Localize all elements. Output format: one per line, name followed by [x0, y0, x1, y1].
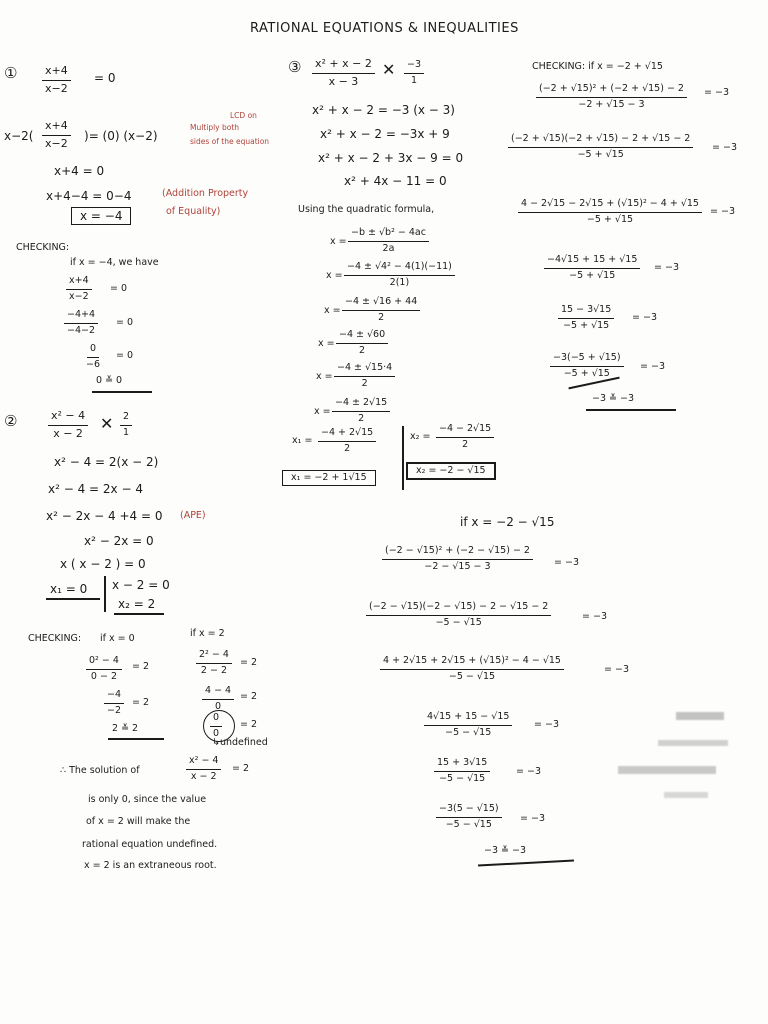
check-pos-line1 [536, 84, 687, 111]
p3-q1-den: 2a [382, 242, 395, 254]
p3-q5-fraction [334, 363, 395, 390]
p3-equation-fraction [312, 58, 375, 88]
cn-l6-den: −5 − √15 [445, 818, 492, 830]
p3-x2-answer-box: x₂ = −2 − √15 [406, 462, 496, 480]
p2-b2-num: 4 − 4 [202, 686, 234, 700]
p3-x1-num: −4 + 2√15 [318, 428, 376, 442]
p1-c2-den: −4−2 [67, 324, 96, 336]
cp-l6-rhs: = −3 [640, 361, 665, 372]
p1-step3: x+4−4 = 0−4 [46, 189, 132, 203]
p1-c3-den: −6 [86, 358, 101, 370]
p3-step4: x² + 4x − 11 = 0 [344, 174, 447, 188]
p2-root2b: x₂ = 2 [118, 597, 156, 611]
p2-root1: x₁ = 0 [50, 582, 88, 596]
p2-root1-underline [46, 598, 100, 600]
p3-q3-fraction [342, 297, 420, 324]
p2-b2-den: 0 [215, 700, 222, 712]
p1-c4-underline [92, 391, 152, 393]
check-neg-line6 [436, 804, 502, 831]
p1-c4: 0 ≚ 0 [96, 375, 123, 386]
check-neg-header: if x = −2 − √15 [460, 515, 555, 529]
p3-q1-lhs: x = [330, 236, 347, 247]
p1-note-ape1: (Addition Property [162, 188, 249, 199]
p1-c2-rhs: = 0 [116, 317, 134, 328]
p2-conclusion-line4: rational equation undefined. [82, 839, 218, 850]
p3-eq-rden: 1 [410, 74, 418, 86]
cp-l5-num: 15 − 3√15 [558, 305, 614, 319]
p1-check3-fraction [86, 344, 100, 371]
p3-x1-answer-box: x₁ = −2 + 1√15 [282, 470, 376, 486]
p2-b1-num: 2² − 4 [196, 650, 232, 664]
p3-q6-fraction [332, 398, 390, 425]
p2-step1: x² − 4 = 2(x − 2) [54, 455, 159, 469]
p3-q5-num: −4 ± √15·4 [334, 363, 395, 377]
p3-q5-lhs: x = [316, 371, 333, 382]
p2-root2-underline [114, 613, 164, 615]
p2-undefined-text: undefined [219, 737, 268, 748]
p1-equation-fraction [42, 65, 71, 95]
cp-l1-rhs: = −3 [704, 87, 729, 98]
p1-eq-numerator: x+4 [42, 65, 71, 81]
p2-b1-den: 2 − 2 [200, 664, 227, 676]
cn-final-underline [478, 859, 574, 866]
p2-check-b3 [210, 713, 222, 740]
check-neg-line4 [424, 712, 512, 739]
p3-cross-multiply: ✕ [382, 60, 396, 79]
p1-c1-num: x+4 [66, 276, 92, 290]
p3-q1-num: −b ± √b² − 4ac [348, 228, 429, 242]
problem-1-marker: ① [4, 64, 18, 82]
p1-mult-denominator: x−2 [45, 136, 68, 150]
cp-l3-rhs: = −3 [710, 206, 735, 217]
cp-l5-rhs: = −3 [632, 312, 657, 323]
p3-using-label: Using the quadratic formula, [298, 204, 435, 215]
cp-l6-den: −5 + √15 [563, 367, 610, 379]
p3-q6-lhs: x = [314, 406, 331, 417]
problem-2-marker: ② [4, 412, 18, 430]
cn-l6-rhs: = −3 [520, 813, 545, 824]
p2-step5: x ( x − 2 ) = 0 [60, 557, 146, 571]
p1-note-lcd: LCD on [230, 111, 257, 120]
page-title: RATIONAL EQUATIONS & INEQUALITIES [250, 21, 519, 36]
p2-equation-fraction [48, 410, 88, 440]
p2-undefined-label: ↳undefined [212, 737, 268, 748]
p1-check-intro: if x = −4, we have [70, 257, 159, 268]
p3-x2-lhs: x₂ = [410, 431, 431, 442]
cp-l4-den: −5 + √15 [569, 269, 616, 281]
p3-step3: x² + x − 2 + 3x − 9 = 0 [318, 151, 464, 165]
p3-q2-num: −4 ± √4² − 4(1)(−11) [344, 262, 455, 276]
p3-step1: x² + x − 2 = −3 (x − 3) [312, 103, 455, 117]
p1-c2-num: −4+4 [64, 310, 98, 324]
p1-mult-prefix: x−2( [4, 129, 34, 143]
p2-eq-den: x − 2 [53, 426, 83, 440]
p3-q4-lhs: x = [318, 338, 335, 349]
p2-check-b2 [202, 686, 234, 713]
check-pos-line2 [508, 134, 693, 161]
p2-eq-right-fraction [120, 412, 132, 439]
p2-b3-rhs: = 2 [240, 719, 258, 730]
p2-a2-rhs: = 2 [132, 697, 150, 708]
p2-b3-den: 0 [213, 727, 220, 739]
p1-step2: x+4 = 0 [54, 164, 105, 178]
p2-b1-rhs: = 2 [240, 657, 258, 668]
p3-q2-den: 2(1) [389, 276, 410, 288]
p2-eq-num: x² − 4 [48, 410, 88, 426]
p1-mult-numerator: x+4 [42, 120, 71, 136]
cn-l1-rhs: = −3 [554, 557, 579, 568]
cn-l6-num: −3(5 − √15) [436, 804, 502, 818]
check-pos-line5 [558, 305, 614, 332]
p2-a2-den: −2 [107, 704, 122, 716]
p3-x2-fraction [436, 424, 494, 451]
p1-mult-rhs: )= (0) (x−2) [84, 129, 158, 143]
cp-final-underline [586, 409, 676, 411]
p3-x1-den: 2 [344, 442, 351, 454]
check-neg-line5 [434, 758, 490, 785]
p3-eq-rnum: −3 [404, 60, 424, 74]
p1-c3-num: 0 [87, 344, 99, 358]
p2-concl-den: x − 2 [190, 770, 217, 782]
p3-q1-fraction [348, 228, 429, 255]
check-pos-line4 [544, 255, 640, 282]
bleed-through-smudge [658, 740, 728, 746]
p2-root2a: x − 2 = 0 [112, 578, 170, 592]
p3-q3-den: 2 [378, 311, 385, 323]
p3-eq-right-fraction [404, 60, 424, 87]
cn-l2-rhs: = −3 [582, 611, 607, 622]
p2-eq-rnum: 2 [120, 412, 132, 426]
cn-l2-num: (−2 − √15)(−2 − √15) − 2 − √15 − 2 [366, 602, 551, 616]
p2-cross-multiply: ✕ [100, 414, 114, 433]
p2-a1-den: 0 − 2 [90, 670, 117, 682]
p3-q4-fraction [336, 330, 388, 357]
cn-l3-rhs: = −3 [604, 664, 629, 675]
p3-step2: x² + x − 2 = −3x + 9 [320, 127, 450, 141]
cn-l5-den: −5 − √15 [439, 772, 486, 784]
p1-c3-rhs: = 0 [116, 350, 134, 361]
p2-checking-label: CHECKING: [28, 633, 82, 644]
cp-l4-num: −4√15 + 15 + √15 [544, 255, 640, 269]
p3-q6-num: −4 ± 2√15 [332, 398, 390, 412]
cn-l1-num: (−2 − √15)² + (−2 − √15) − 2 [382, 546, 533, 560]
p1-check2-fraction [64, 310, 98, 337]
p2-concl-num: x² − 4 [186, 756, 221, 770]
cp-l1-num: (−2 + √15)² + (−2 + √15) − 2 [536, 84, 687, 98]
p2-conclusion-post: = 2 [232, 763, 250, 774]
p2-step3-note: (APE) [180, 510, 206, 521]
p3-q2-lhs: x = [326, 270, 343, 281]
check-pos-line6 [550, 353, 624, 380]
cp-l2-den: −5 + √15 [577, 148, 624, 160]
p2-conclusion-line3: of x = 2 will make the [86, 816, 191, 827]
cn-l3-num: 4 + 2√15 + 2√15 + (√15)² − 4 − √15 [380, 656, 564, 670]
p2-b3-num: 0 [210, 713, 222, 727]
p1-note-multiply: Multiply both [190, 123, 240, 132]
p1-check1-fraction [66, 276, 92, 303]
cp-l5-den: −5 + √15 [563, 319, 610, 331]
p2-check-a2 [104, 690, 124, 717]
p1-eq-rhs: = 0 [94, 71, 116, 85]
cp-l1-den: −2 + √15 − 3 [578, 98, 645, 110]
check-pos-line3 [518, 199, 702, 226]
p2-if-2: if x = 2 [190, 628, 225, 639]
check-neg-final: −3 ≚ −3 [484, 845, 527, 856]
p1-c1-rhs: = 0 [110, 283, 128, 294]
p3-root-divider [402, 426, 404, 490]
p2-conclusion-fraction [186, 756, 221, 783]
p3-x1-fraction [318, 428, 376, 455]
p1-mult-fraction [42, 120, 71, 150]
p1-checking-label: CHECKING: [16, 242, 70, 253]
p2-step2: x² − 4 = 2x − 4 [48, 482, 143, 496]
check-neg-line3 [380, 656, 564, 683]
cn-l4-den: −5 − √15 [445, 726, 492, 738]
p2-step3: x² − 2x − 4 +4 = 0 [46, 509, 163, 523]
p3-x1-lhs: x₁ = [292, 435, 313, 446]
p2-if-0: if x = 0 [100, 633, 135, 644]
p2-check-b1 [196, 650, 232, 677]
p2-step4: x² − 2x = 0 [84, 534, 154, 548]
p2-a3-underline [108, 738, 164, 740]
check-neg-line2 [366, 602, 551, 629]
cn-l2-den: −5 − √15 [435, 616, 482, 628]
p3-x2-den: 2 [462, 438, 469, 450]
check-pos-header: CHECKING: if x = −2 + √15 [532, 61, 663, 72]
p3-q3-lhs: x = [324, 305, 341, 316]
p2-b2-rhs: = 2 [240, 691, 258, 702]
cn-l4-rhs: = −3 [534, 719, 559, 730]
bleed-through-smudge [664, 792, 708, 798]
bleed-through-smudge [676, 712, 724, 720]
p1-c1-den: x−2 [69, 290, 89, 302]
p2-eq-rden: 1 [123, 426, 130, 438]
cp-l3-den: −5 + √15 [586, 213, 634, 225]
cn-l4-num: 4√15 + 15 − √15 [424, 712, 512, 726]
p2-a1-num: 0² − 4 [86, 656, 122, 670]
p3-q5-den: 2 [361, 377, 368, 389]
cp-l4-rhs: = −3 [654, 262, 679, 273]
p2-a1-rhs: = 2 [132, 661, 150, 672]
p2-root-divider [104, 576, 106, 612]
cp-l3-num: 4 − 2√15 − 2√15 + (√15)² − 4 + √15 [518, 199, 702, 213]
cn-l5-rhs: = −3 [516, 766, 541, 777]
p2-conclusion-line2: is only 0, since the value [88, 794, 207, 805]
cp-l2-num: (−2 + √15)(−2 + √15) − 2 + √15 − 2 [508, 134, 693, 148]
p1-note-sides: sides of the equation [190, 137, 270, 146]
p2-check-a1 [86, 656, 122, 683]
p3-eq-den: x − 3 [328, 74, 359, 88]
p2-a3: 2 ≚ 2 [112, 723, 139, 734]
p3-x2-num: −4 − 2√15 [436, 424, 494, 438]
p1-eq-denominator: x−2 [45, 81, 68, 95]
cn-l1-den: −2 − √15 − 3 [424, 560, 491, 572]
check-pos-final: −3 ≚ −3 [592, 393, 635, 404]
p2-conclusion-line5: x = 2 is an extraneous root. [84, 860, 217, 871]
p2-a2-num: −4 [104, 690, 124, 704]
p3-q4-num: −4 ± √60 [336, 330, 388, 344]
bleed-through-smudge [618, 766, 716, 774]
cp-l6-num: −3(−5 + √15) [550, 353, 624, 367]
p1-note-ape2: of Equality) [166, 206, 221, 217]
p3-eq-num: x² + x − 2 [312, 58, 375, 74]
p1-answer-box: x = −4 [71, 207, 131, 225]
p3-q6-den: 2 [358, 412, 365, 424]
check-neg-line1 [382, 546, 533, 573]
cn-l3-den: −5 − √15 [448, 670, 496, 682]
problem-3-marker: ③ [288, 58, 302, 76]
p3-q3-num: −4 ± √16 + 44 [342, 297, 420, 311]
p3-q4-den: 2 [359, 344, 366, 356]
p2-conclusion-pre: ∴ The solution of [60, 765, 140, 776]
cp-l2-rhs: = −3 [712, 142, 737, 153]
cn-l5-num: 15 + 3√15 [434, 758, 490, 772]
p3-q2-fraction [344, 262, 455, 289]
